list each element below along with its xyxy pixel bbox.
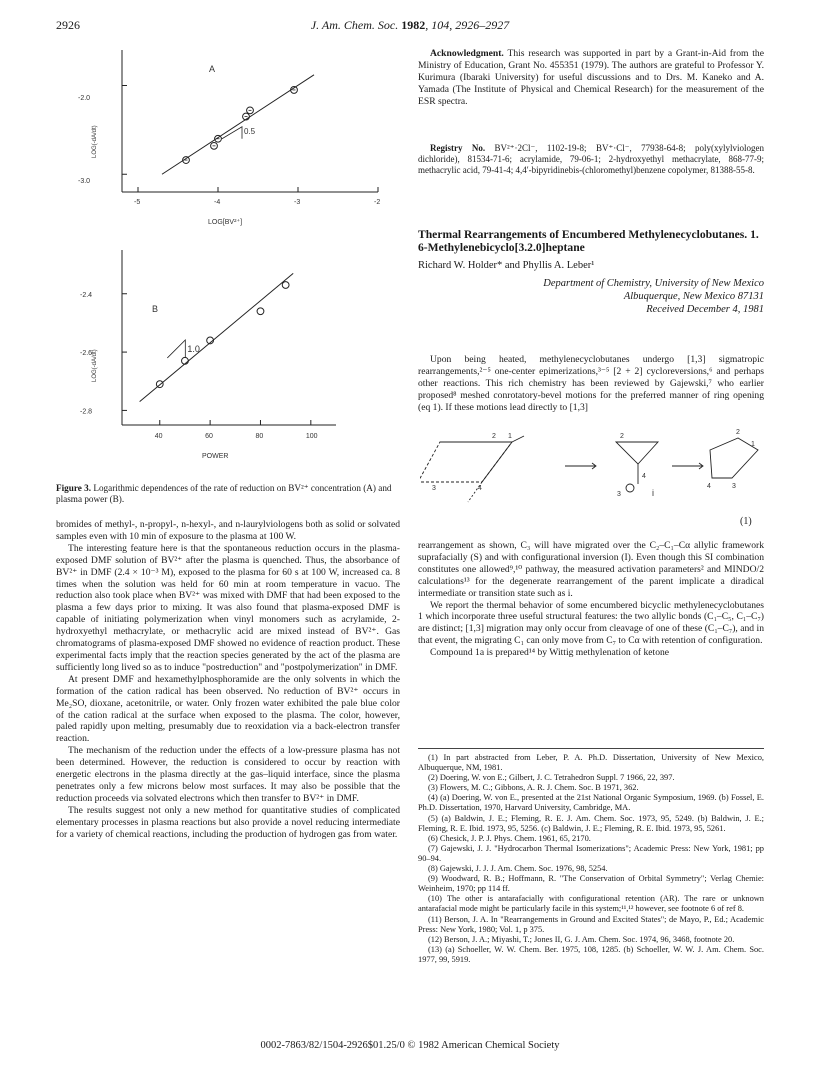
panel-b-xtick-label: 100 [305,433,318,440]
article-header [418,228,764,316]
registry-text: BV²⁺·2Cl⁻, 1102-19-8; BV⁺·Cl⁻, 77938-64-8; poly(xylylviologen dichloride), 81534-71-6; acrylamide, 79-06-1; 2-hydroxyethyl methacrylate, 868-77-9; methacrylic acid, 79-41-4; 4,4′-bipyridinebis-(chloromethyl)benzene copolymer, 81388-55-8. [418,143,764,175]
page-footer: 0002-7863/82/1504-2926$01.25/0 © 1982 American Chemical Society [260,1040,560,1051]
paragraph: Compound 1a is prepared¹⁴ by Wittig methylenation of ketone [430,647,670,659]
right-column-text-1 [418,354,764,414]
reaction-scheme [420,424,760,518]
panel-b-xticks [155,420,318,440]
panel-a-ytick-1: -2.0 [78,95,91,102]
panel-b-ytick-label: -2.6 [80,350,93,358]
acknowledgment [418,48,764,108]
received-date: Received December 4, 1981 [646,304,764,316]
footnote: (13) (a) Schoeller, W. W. Chem. Ber. 1975, 108, 1285. (b) Schoeller, W. W. J. Am. Chem. Soc. 1977, 99, 5919. [418,944,764,964]
paragraph: rearrangement as shown, C₃ will have migrated over the C₂–C₁–Cα allylic framework suprafacially (S) and with configurational inversion (I). Even though this SI combination constitutes one allowed⁹,¹⁰ pathway, the measured activation parameters² and MINDO/2 calculations¹³ for the degenerate rearrangement of the parent implicate a diradical intermediate or transition state such as i. [418,540,764,599]
panel-a-ytick-2: -3.0 [78,178,91,185]
panel-a-xtick-label: -3 [294,199,301,206]
paragraph: bromides of methyl-, n-propyl-, n-hexyl-, and n-laurylviologens both as solid or solvated samples even with 10 min of exposure to the plasma at 100 W. [56,519,400,542]
caption-label: Figure 3. [56,483,92,493]
scheme-label-2c: 2 [736,429,740,436]
journal-pages: , 2926–2927 [449,18,510,32]
left-column-text [56,519,400,840]
equation-number: (1) [740,516,752,527]
registry-heading: Registry No. [430,143,486,153]
panel-a-slope-label: 0.5 [244,126,256,136]
panel-b-slope-triangle [167,340,185,358]
figure-3 [56,40,400,480]
panel-b-fit-line [140,273,294,401]
scheme-label-2a: 2 [492,433,496,440]
caption-text: Logarithmic dependences of the rate of reduction on BV²⁺ concentration (A) and plasma power (B). [56,483,392,505]
paragraph: The results suggest not only a new method for quantitative studies of complicated elementary processes in plasma reactions but also provide a novel reducing intermediate for a variety of chemical reactions, including the production of hydrogen gas from water. [56,804,400,840]
registry-numbers [418,143,764,176]
panel-b-ytick-label: -2.4 [80,291,93,299]
scheme-label-2b: 2 [620,433,624,440]
footnote: (9) Woodward, R. B.; Hoffmann, R. "The Conservation of Orbital Symmetry"; Verlag Chemie: Weinheim, 1970; pp 114 ff. [418,874,764,894]
panel-a [78,50,380,226]
panel-b-ylabel: LOG(-dA/dt) [92,349,98,382]
paragraph: Upon being heated, methylenecyclobutanes undergo [1,3] sigmatropic rearrangements,²⁻⁵ one-center epimerizations,³⁻⁵ [2 + 2] cycloreversions,⁶ and perhaps other reactions. This rich chemistry has been reviewed by Gajewski,⁷ who earlier proposed⁸ meshed conrotatory-bevel motions for the preferred manner of ring opening (eq 1). If these motions lead directly to [1,3] [418,354,764,413]
acknowledgment-text: This research was supported in part by a Grant-in-Aid from the Ministry of Education, Grant No. 455351 (1979). The authors are grateful to Professor Y. Kurimura (Ibaraki University) for useful discussions and to Drs. M. Kaneko and A. Yamada (The Institute of Physical and Chemical Research) for the measurement of the ESR spectra. [418,48,764,107]
panel-b [80,250,336,460]
footnote: (1) In part abstracted from Leber, P. A. Ph.D. Dissertation, University of New Mexico, Albuquerque, NM, 1981. [418,753,764,773]
scheme-label-4c: 4 [707,483,711,490]
paragraph: The interesting feature here is that the spontaneous reduction occurs in the plasma-exposed DMF solution of BV²⁺ after the plasma is quenched. Thus, the absorbance of BV²⁺ in DMF (2.4 × 10⁻³ M), exposed to the plasma for 60 s at 100 W, increased ca. 8 times when the solution was held for 60 min at room temperature in vacuo. The reduction also took place when BV²⁺ was mixed with DMF that had been exposed to the plasma a few days prior to mixing. It was also found that plasma-exposed DMF is capable of initiating polymerization when vinyl monomers such as acrylamide, 2-hydroxyethyl methacrylate, or methacrylic acid are mixed instead of BV²⁺. Gas chromatograms of plasma-exposed DMF showed no evidence of reaction product. These experimental facts imply that the reaction species generated by the act of the plasma are sufficiently long lived so as to induce "postreduction" and "postpolymerization" in DMF. [56,542,400,673]
paragraph: At present DMF and hexamethylphosphoramide are the only solvents in which the formation of the cation radical has been observed. No reduction of BV²⁺ occurs in Me₂SO, dioxane, acetonitrile, or water. Only frozen water exhibited the pale blue color of the cation radical at the surface when exposed to the plasma. The color, however, paled rapidly upon melting, presumably due to reoxidation via a back-electron transfer reaction. [56,673,400,745]
article-affiliation [418,277,764,316]
footnote: (3) Flowers, M. C.; Gibbons, A. R. J. Chem. Soc. B 1971, 362. [428,783,639,793]
panel-a-xtick-label: -5 [134,199,141,206]
page-number: 2926 [56,18,80,32]
running-header: J. Am. Chem. Soc. 1982, 104, 2926–2927 [310,18,510,32]
footnote: (5) (a) Baldwin, J. E.; Fleming, R. E. J. Am. Chem. Soc. 1973, 95, 5249. (b) Baldwin, J. E.; Fleming, R. E. Ibid. 1973, 95, 5256. (c) Baldwin, J. E.; Fleming, R. E. Ibid. 1973, 95, 5261. [418,813,764,833]
acknowledgment-paragraph [418,48,764,108]
scheme-label-3c: 3 [732,483,736,490]
panel-b-xlabel: POWER [202,453,229,460]
panel-b-yticks [80,292,127,416]
scheme-label-3a: 3 [432,485,436,492]
panel-b-point [282,282,289,289]
panel-b-xtick-label: 40 [154,433,163,440]
panel-b-ytick-label: -2.8 [80,408,93,416]
panel-a-fit [162,75,314,174]
scheme-label-1a: 1 [508,433,512,440]
right-column-text-2 [418,540,764,659]
scheme-label-i: i [652,488,654,498]
footnote: (2) Doering, W. von E.; Gilbert, J. C. Tetrahedron Suppl. 7 1966, 22, 397. [428,773,675,783]
journal-name: J. Am. Chem. Soc. [310,18,399,32]
scheme-label-1c: 1 [751,441,755,448]
paragraph: We report the thermal behavior of some encumbered bicyclic methylenecyclobutanes 1 which incorporate three useful structural features: the two allylic bonds (C₁–C₅, C₁–C₇) are distinct; [1,3] migration may only occur from cleavage of one of these (C₁–C₇), and in that event, the migrating C₁ can only move from C₇ to Cα with retention of configuration. [418,599,764,647]
panel-b-slope-label: 1.0 [187,343,200,354]
registry-paragraph [418,143,764,176]
panel-b-point [257,308,264,315]
affiliation-line-2: Albuquerque, New Mexico 87131 [623,291,764,303]
footnote: (10) The other is antarafacially with configurational retention (AR). The rare or unknown antarafacial mode might be particularly facile in this system;¹¹,¹² however, see footnote 6 of ref 8. [418,894,764,914]
footnote: (4) (a) Doering, W. von E., presented at the 21st National Organic Symposium, 1969. (b) Fossel, E. Ph.D. Dissertation, 1970, Harvard University, Cambridge, MA. [418,793,764,813]
footnotes [418,748,764,965]
affiliation-line-1: Department of Chemistry, University of New Mexico [543,278,764,290]
panel-a-xtick-label: -4 [214,199,221,206]
acknowledgment-heading: Acknowledgment. [430,48,504,59]
panel-b-xtick-label: 60 [205,433,213,440]
panel-a-xticks [122,86,380,207]
panel-a-xtick-label: -2 [374,199,381,206]
figure-caption [56,483,400,505]
footnote: (8) Gajewski, J. J. J. Am. Chem. Soc. 1976, 98, 5254. [428,864,608,874]
footnote: (7) Gajewski, J. J. "Hydrocarbon Thermal Isomerizations"; Academic Press: New York, 1981; pp 90–94. [418,843,764,863]
scheme-label-4a: 4 [478,485,482,492]
panel-a-fit-line [162,75,314,174]
panel-a-xlabel: LOG[BV²⁺] [208,219,243,226]
panel-b-fit [140,273,294,401]
scheme-label-4b: 4 [642,473,646,480]
article-title: Thermal Rearrangements of Encumbered Methylenecyclobutanes. 1. 6-Methylenebicyclo[3.2.0]heptane [418,228,759,255]
panel-a-label: A [209,64,216,74]
scheme-label-3b: 3 [617,491,621,498]
footnote: (12) Berson, J. A.; Miyashi, T.; Jones II, G. J. Am. Chem. Soc. 1974, 96, 3468, footnote 20. [428,934,735,944]
panel-a-points [183,87,298,164]
panel-b-label: B [152,304,159,314]
paragraph: The mechanism of the reduction under the effects of a low-pressure plasma has not been determined. However, the reduction is considered to occur by reaction with energetic electrons in the plasma directly at the gas–liquid interface, since the plasma penetrates only a few microns below most surfaces. It may also be possible that the reduction proceeds via solvated electrons which then transfer to BV²⁺ in DMF. [56,745,400,804]
footnote: (11) Berson, J. A. In "Rearrangements in Ground and Excited States"; de Mayo, P., Ed.; Academic Press: New York, 1980; Vol. 1, p 375. [418,914,764,934]
journal-year: 1982 [401,18,426,32]
panel-a-ylabel: LOG(-dA/dt) [92,125,98,158]
footnote: (6) Chesick, J. P. J. Phys. Chem. 1961, 65, 2170. [428,833,591,843]
journal-volume: 104 [431,18,450,32]
panel-b-xtick-label: 80 [255,433,264,440]
article-authors: Richard W. Holder* and Phyllis A. Leber¹ [418,260,595,272]
